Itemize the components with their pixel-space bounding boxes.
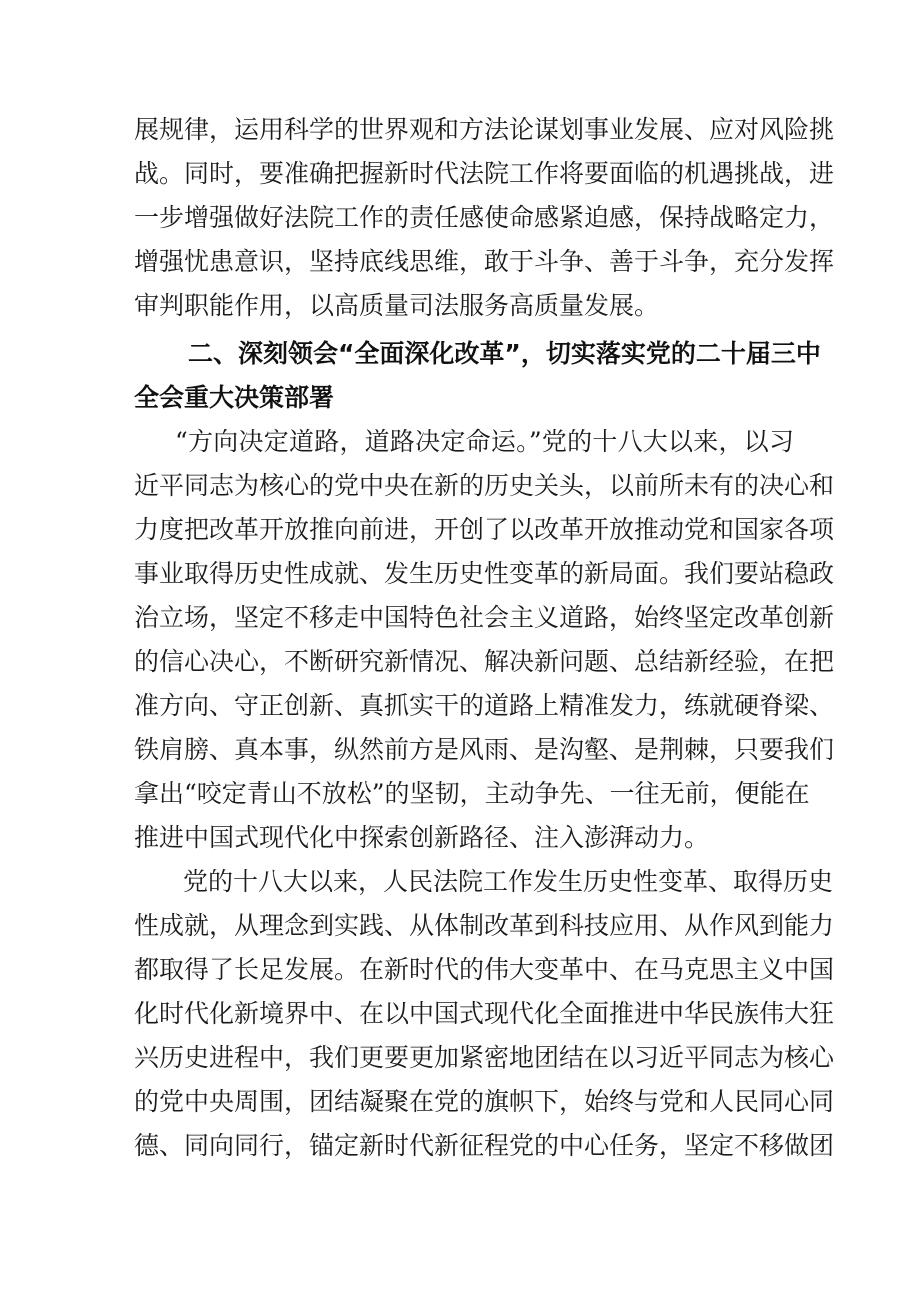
paragraph-3-line-1: 党的十八大以来，人民法院工作发生历史性变革、取得历史 bbox=[183, 867, 834, 896]
section-heading-line-2: 全会重大决策部署 bbox=[134, 383, 335, 412]
paragraph-3-line-7: 德、同向同行，锚定新时代新征程党的中心任务，坚定不移做团 bbox=[134, 1131, 835, 1160]
paragraph-2-line-8: 铁肩膀、真本事，纵然前方是风雨、是沟壑、是荆棘，只要我们 bbox=[134, 735, 835, 764]
paragraph-2-line-1: “方向决定道路，道路决定命运。”党的十八大以来，以习 bbox=[175, 427, 794, 456]
paragraph-1-line-2: 战。同时，要准确把握新时代法院工作将要面临的机遇挑战，进 bbox=[134, 159, 835, 188]
section-heading-line-1: 二、深刻领会“全面深化改革”，切实落实党的二十届三中 bbox=[188, 339, 821, 368]
paragraph-2-line-9: 拿出“咬定青山不放松”的坚韧，主动争先、一往无前，便能在 bbox=[134, 779, 810, 808]
paragraph-3-line-6: 的党中央周围，团结凝聚在党的旗帜下，始终与党和人民同心同 bbox=[134, 1087, 835, 1116]
paragraph-3-line-5: 兴历史进程中，我们更要更加紧密地团结在以习近平同志为核心 bbox=[134, 1043, 835, 1072]
paragraph-2-line-10: 推进中国式现代化中探索创新路径、注入澎湃动力。 bbox=[134, 823, 710, 852]
paragraph-3-line-4: 化时代化新境界中、在以中国式现代化全面推进中华民族伟大狂 bbox=[134, 999, 835, 1028]
paragraph-3-line-3: 都取得了长足发展。在新时代的伟大变革中、在马克思主义中国 bbox=[134, 955, 835, 984]
paragraph-3-line-2: 性成就，从理念到实践、从体制改革到科技应用、从作风到能力 bbox=[134, 911, 835, 940]
paragraph-2-line-4: 事业取得历史性成就、发生历史性变革的新局面。我们要站稳政 bbox=[134, 559, 835, 588]
paragraph-2-line-3: 力度把改革开放推向前进，开创了以改革开放推动党和国家各项 bbox=[134, 515, 835, 544]
paragraph-1-line-5: 审判职能作用，以高质量司法服务高质量发展。 bbox=[134, 291, 660, 320]
paragraph-2-line-6: 的信心决心，不断研究新情况、解决新问题、总结新经验，在把 bbox=[134, 647, 835, 676]
paragraph-2-line-5: 治立场，坚定不移走中国特色社会主义道路，始终坚定改革创新 bbox=[134, 603, 835, 632]
paragraph-2-line-2: 近平同志为核心的党中央在新的历史关头，以前所未有的决心和 bbox=[134, 471, 835, 500]
paragraph-1-line-3: 一步增强做好法院工作的责任感使命感紧迫感，保持战略定力， bbox=[134, 203, 835, 232]
paragraph-1-line-1: 展规律，运用科学的世界观和方法论谋划事业发展、应对风险挑 bbox=[134, 115, 835, 144]
paragraph-1-line-4: 增强忧患意识，坚持底线思维，敢于斗争、善于斗争，充分发挥 bbox=[134, 247, 835, 276]
paragraph-2-line-7: 准方向、守正创新、真抓实干的道路上精准发力，练就硬脊梁、 bbox=[134, 691, 835, 720]
